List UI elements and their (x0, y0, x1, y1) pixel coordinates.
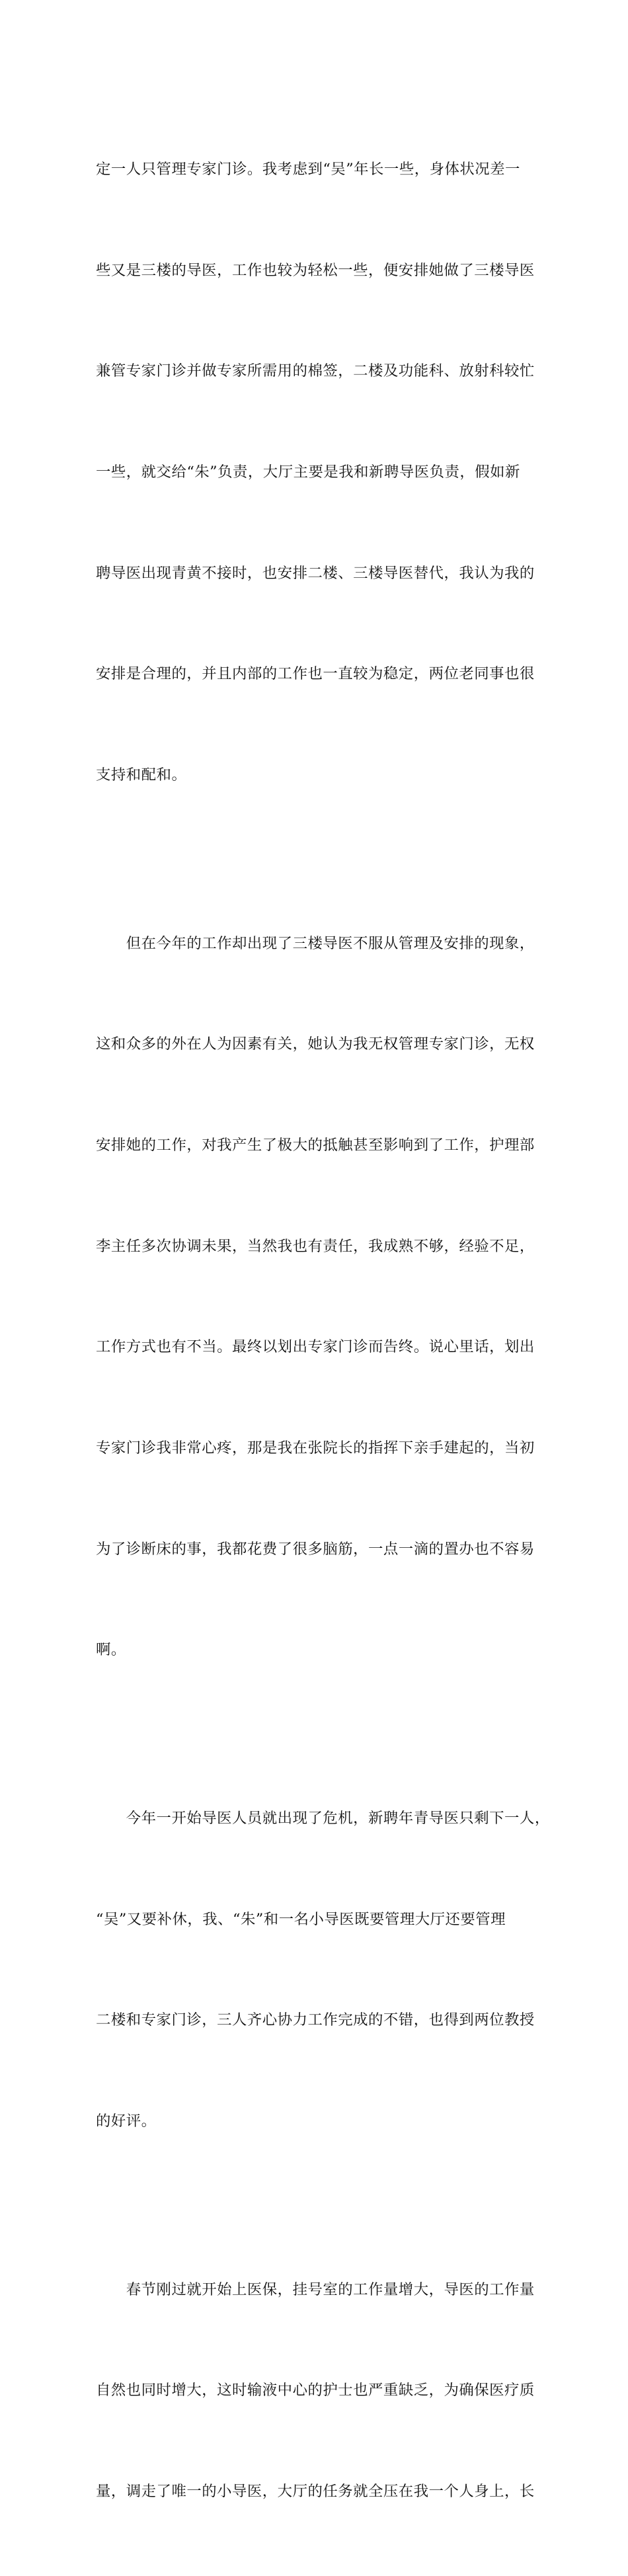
text-line: 这和众多的外在人为因素有关，她认为我无权管理专家门诊，无权 (96, 1035, 535, 1053)
text-line: 聘导医出现青黄不接时，也安排二楼、三楼导医替代，我认为我的 (96, 564, 535, 582)
text-line: 为了诊断床的事，我都花费了很多脑筋，一点一滴的置办也不容易 (96, 1540, 535, 1558)
text-line: 兼管专家门诊并做专家所需用的棉签，二楼及功能科、放射科较忙 (96, 362, 535, 380)
text-line: 定一人只管理专家门诊。我考虑到“吴”年长一些，身体状况差一 (96, 160, 520, 178)
paragraph-4 (96, 2206, 545, 2576)
text-line: 的好评。 (96, 2113, 157, 2130)
text-line: 安排是合理的，并且内部的工作也一直较为稳定，两位老同事也很 (96, 665, 535, 683)
text-line: 些又是三楼的导医，工作也较为轻松一些，便安排她做了三楼导医 (96, 261, 535, 279)
document-body (96, 85, 550, 2576)
text-line: 今年一开始导医人员就出现了危机，新聘年青导医只剩下一人， (96, 1809, 550, 1827)
text-line: 啊。 (96, 1641, 126, 1659)
text-line: 但在今年的工作却出现了三楼导医不服从管理及安排的现象， (96, 934, 535, 952)
text-line: 工作方式也有不当。最终以划出专家门诊而告终。说心里话，划出 (96, 1338, 535, 1356)
text-line: 自然也同时增大，这时输液中心的护士也严重缺乏，为确保医疗质 (96, 2382, 535, 2399)
paragraph-1 (96, 85, 545, 860)
text-line: 李主任多次协调未果，当然我也有责任，我成熟不够，经验不足， (96, 1237, 535, 1255)
paragraph-2 (96, 860, 545, 1734)
text-line: 春节刚过就开始上医保，挂号室的工作量增大，导医的工作量 (96, 2280, 535, 2298)
text-line: “吴”又要补休，我、“朱”和一名小导医既要管理大厅还要管理 (96, 1910, 506, 1928)
text-line: 量，调走了唯一的小导医，大厅的任务就全压在我一个人身上，长 (96, 2483, 535, 2501)
text-line: 一些，就交给“朱”负责，大厅主要是我和新聘导医负责，假如新 (96, 463, 520, 481)
paragraph-3 (96, 1734, 550, 2206)
text-line: 二楼和专家门诊，三人齐心协力工作完成的不错，也得到两位教授 (96, 2011, 535, 2029)
text-line: 安排她的工作，对我产生了极大的抵触甚至影响到了工作，护理部 (96, 1136, 535, 1154)
text-line: 专家门诊我非常心疼，那是我在张院长的指挥下亲手建起的，当初 (96, 1439, 535, 1457)
text-line: 支持和配和。 (96, 766, 187, 784)
